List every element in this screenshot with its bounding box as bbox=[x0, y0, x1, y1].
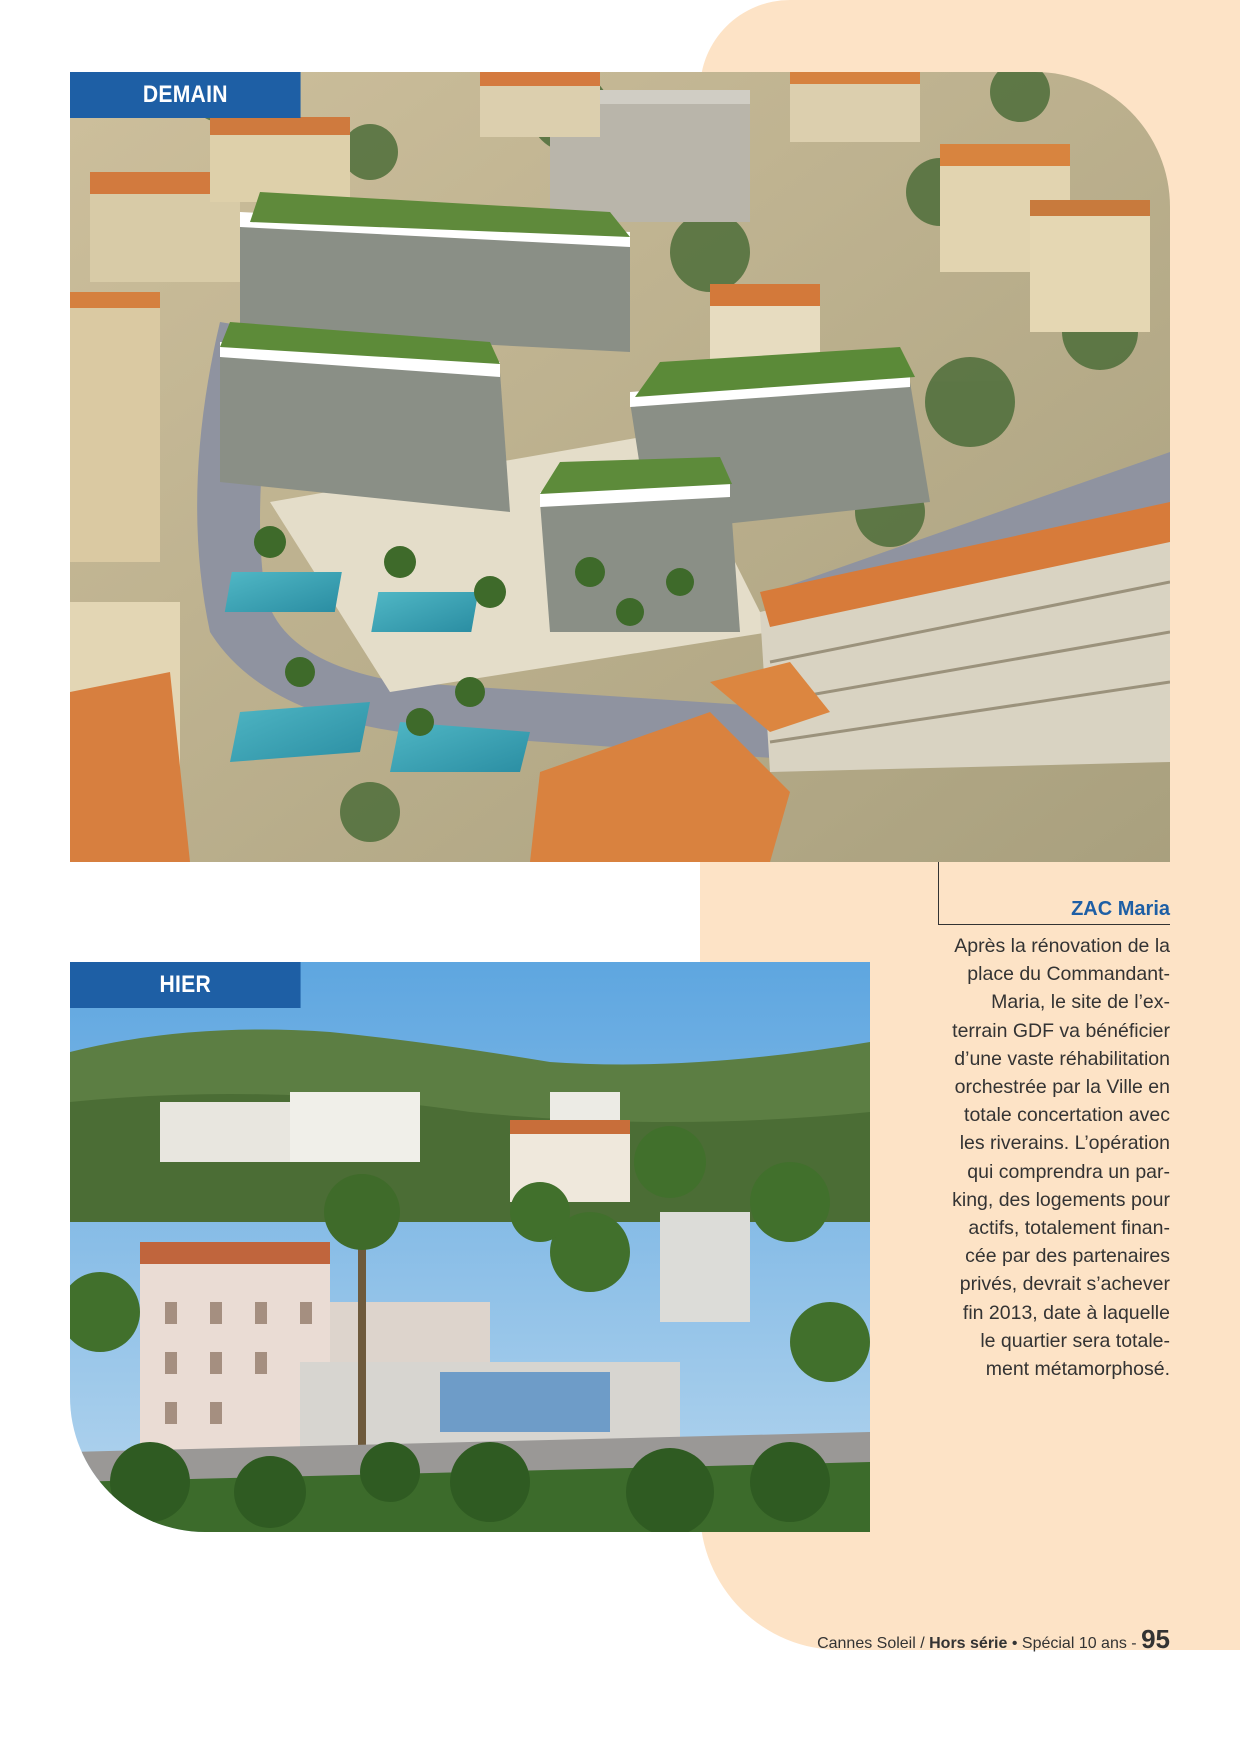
footer-magazine: Cannes Soleil / bbox=[817, 1635, 930, 1652]
photo-hier bbox=[70, 962, 870, 1532]
page-footer bbox=[817, 1624, 1170, 1655]
caption-line: Maria, le site de l’ex- bbox=[991, 991, 1170, 1014]
caption-line: terrain GDF va bénéficier bbox=[952, 1019, 1170, 1042]
caption-divider-vertical bbox=[938, 862, 939, 924]
label-hier: HIER bbox=[70, 962, 301, 1008]
caption-line: privés, devrait s’achever bbox=[959, 1273, 1170, 1296]
caption-line: Après la rénovation de la bbox=[954, 935, 1170, 957]
caption-line: cée par des partenaires bbox=[965, 1245, 1170, 1268]
caption-line: king, des logements pour bbox=[952, 1188, 1170, 1211]
footer-separator: • bbox=[1007, 1635, 1022, 1652]
caption-line: orchestrée par la Ville en bbox=[954, 1076, 1170, 1099]
label-demain: DEMAIN bbox=[70, 72, 301, 118]
caption-line: qui comprendra un par- bbox=[967, 1160, 1170, 1183]
footer-special: Spécial 10 ans bbox=[1021, 1635, 1127, 1652]
caption-divider-horizontal bbox=[938, 924, 1170, 925]
footer-dash: - bbox=[1126, 1635, 1142, 1652]
caption-line: totale concertation avec bbox=[964, 1104, 1170, 1127]
caption-title: ZAC Maria bbox=[1071, 898, 1170, 920]
caption-line: place du Commandant- bbox=[967, 963, 1170, 986]
caption-line: le quartier sera totale- bbox=[980, 1329, 1170, 1352]
rendering-photo-demain bbox=[70, 72, 1170, 862]
footer-issue: Hors série bbox=[929, 1635, 1008, 1652]
caption-line: actifs, totalement finan- bbox=[968, 1217, 1170, 1240]
caption-line: les riverains. L’opération bbox=[959, 1132, 1170, 1155]
caption-body bbox=[928, 932, 1170, 1383]
page-number: 95 bbox=[1141, 1624, 1170, 1654]
caption-line: ment métamorphosé. bbox=[985, 1358, 1170, 1381]
caption-line: fin 2013, date à laquelle bbox=[962, 1301, 1170, 1324]
caption-line: d’une vaste réhabilitation bbox=[954, 1047, 1170, 1070]
